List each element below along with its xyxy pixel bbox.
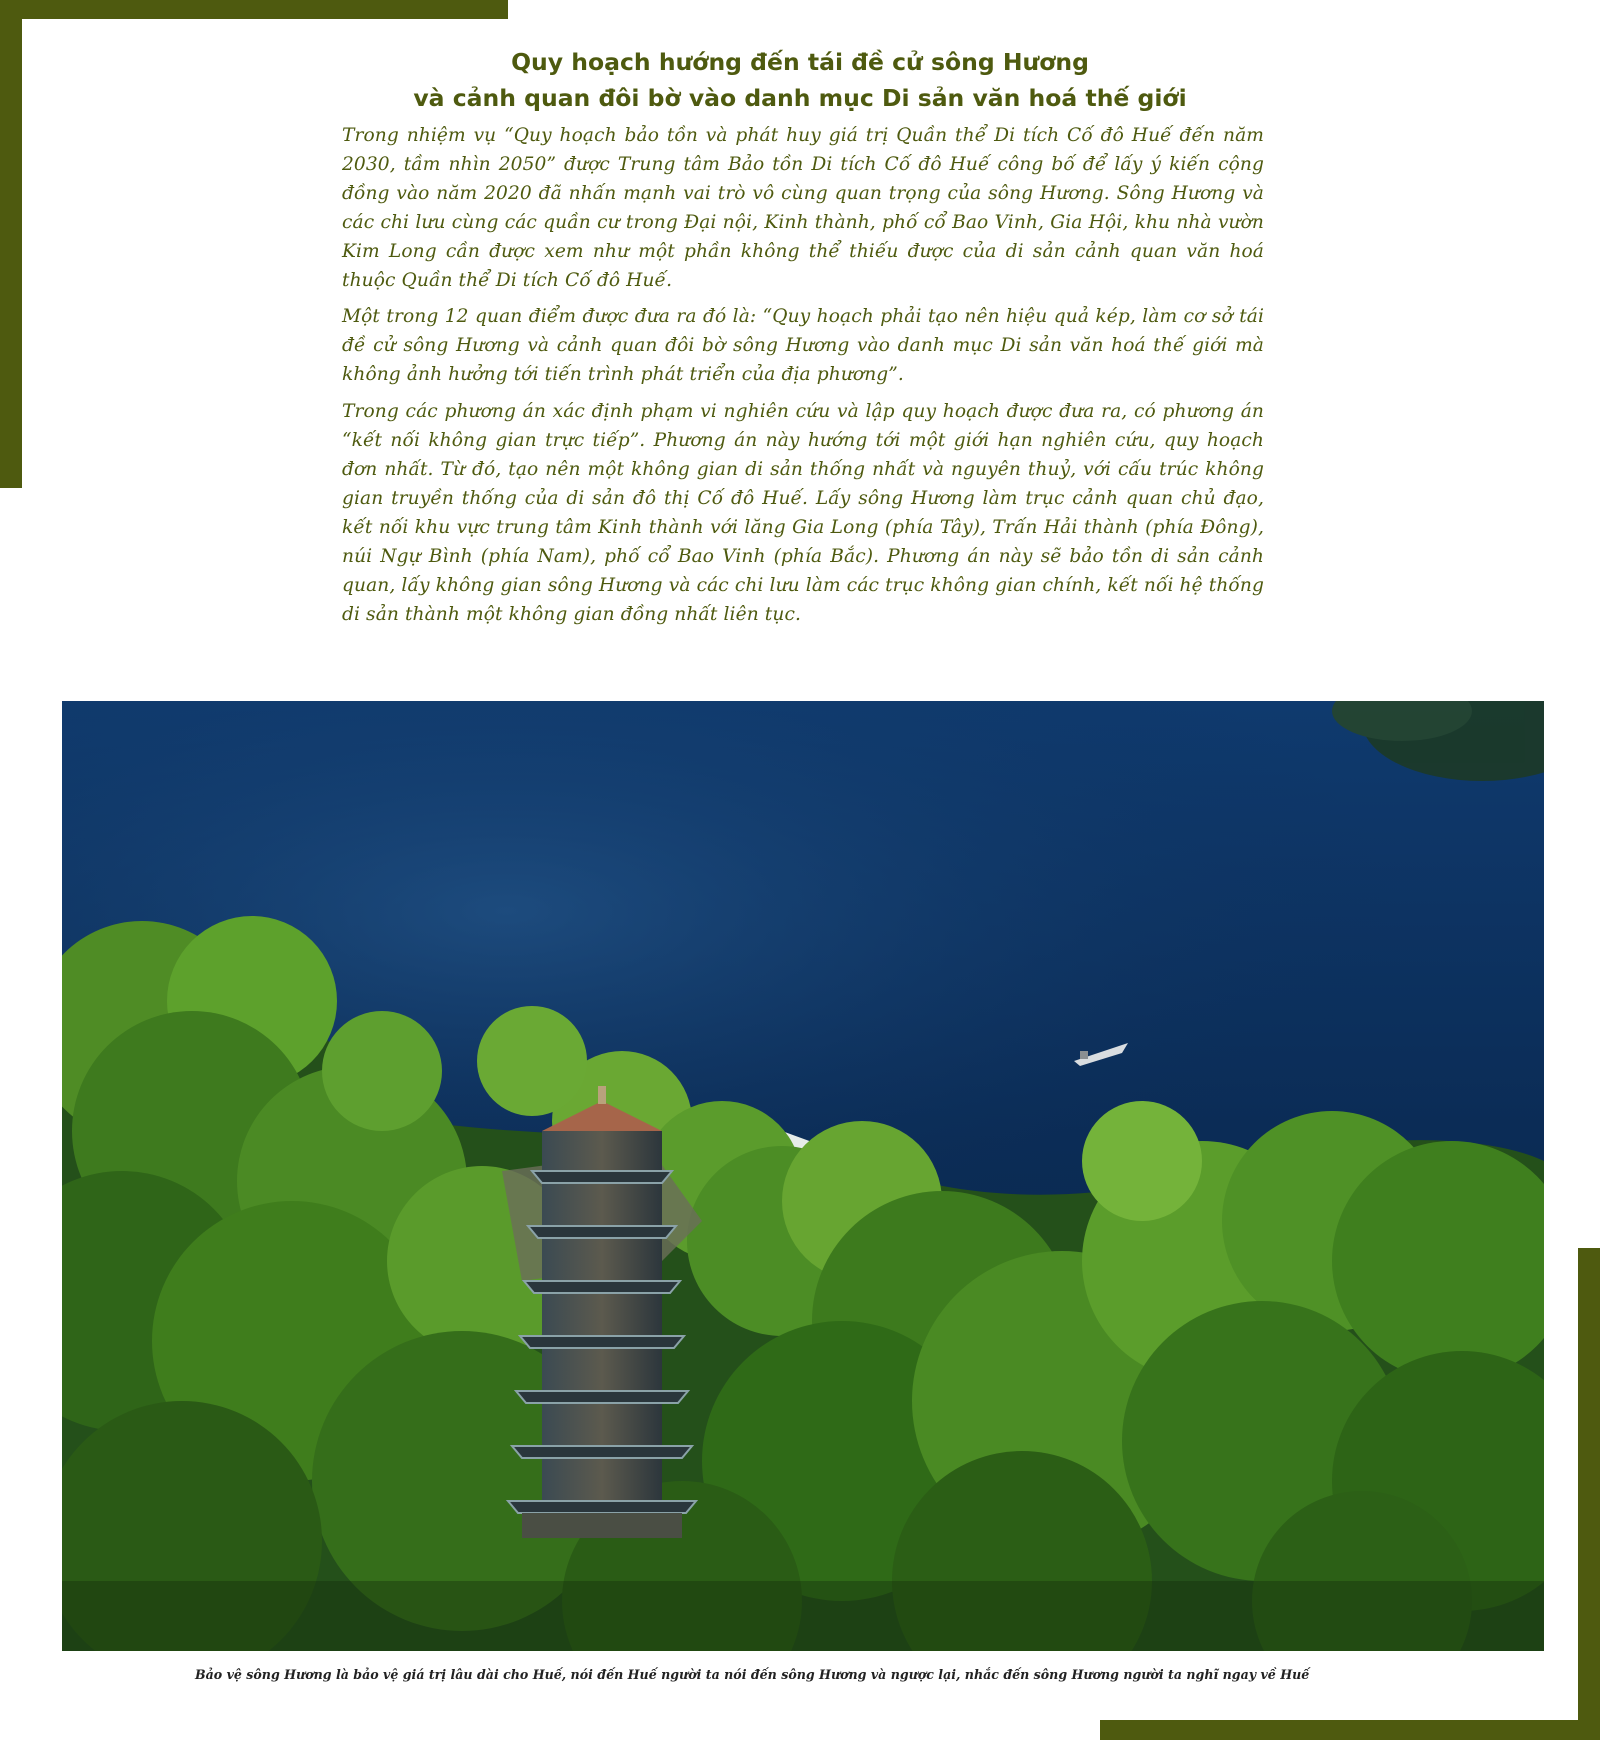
paragraph-1: Trong nhiệm vụ “Quy hoạch bảo tồn và phát huy giá trị Quần thể Di tích Cố đô Huế đến năm 2030, tầm nhìn 2050” được Trung tâm Bảo tồn Di tích Cố đô Huế công bố để lấy ý kiến cộng đồng vào năm 2020 đã nhấn mạnh vai trò vô cùng quan trọng của sông Hương. Sông Hương và các chi lưu cùng các quần cư trong Đại nội, Kinh thành, phố cổ Bao Vinh, Gia Hội, khu nhà vườn Kim Long cần được xem như một phần không thể thiếu được của di sản cảnh quan văn hoá thuộc Quần thể Di tích Cố đô Huế. (342, 125, 1264, 291)
heading-line-2: và cảnh quan đôi bờ vào danh mục Di sản văn hoá thế giới (413, 84, 1187, 112)
photo-illustration (62, 701, 1544, 1651)
frame-corner-top-left-horizontal (0, 0, 508, 19)
article-heading (200, 44, 1400, 116)
paragraph-2: Một trong 12 quan điểm được đưa ra đó là: “Quy hoạch phải tạo nên hiệu quả kép, làm cơ sở tái đề cử sông Hương và cảnh quan đôi bờ sông Hương vào danh mục Di sản văn hoá thế giới mà không ảnh hưởng tới tiến trình phát triển của địa phương”. (342, 306, 1264, 386)
frame-corner-bottom-right-vertical (1578, 1248, 1600, 1740)
frame-corner-bottom-right-horizontal (1100, 1720, 1600, 1740)
photo-bottom-shade (62, 1581, 1544, 1651)
photo-caption: Bảo vệ sông Hương là bảo vệ giá trị lâu dài cho Huế, nói đến Huế người ta nói đến sông Hương và ngược lại, nhắc đến sông Hương người ta nghĩ ngay về Huế (195, 1667, 1310, 1682)
aerial-pagoda-river-photo (62, 701, 1544, 1651)
article-body (342, 122, 1264, 637)
heading-line-1: Quy hoạch hướng đến tái đề cử sông Hương (511, 48, 1089, 76)
paragraph-3: Trong các phương án xác định phạm vi nghiên cứu và lập quy hoạch được đưa ra, có phương án “kết nối không gian trực tiếp”. Phương án này hướng tới một giới hạn nghiên cứu, quy hoạch đơn nhất. Từ đó, tạo nên một không gian di sản thống nhất và nguyên thuỷ, với cấu trúc không gian truyền thống của di sản đô thị Cố đô Huế. Lấy sông Hương làm trục cảnh quan chủ đạo, kết nối khu vực trung tâm Kinh thành với lăng Gia Long (phía Tây), Trấn Hải thành (phía Đông), núi Ngự Bình (phía Nam), phố cổ Bao Vinh (phía Bắc). Phương án này sẽ bảo tồn di sản cảnh quan, lấy không gian sông Hương và các chi lưu làm các trục không gian chính, kết nối hệ thống di sản thành một không gian đồng nhất liên tục. (342, 401, 1264, 625)
frame-corner-top-left-vertical (0, 0, 22, 488)
